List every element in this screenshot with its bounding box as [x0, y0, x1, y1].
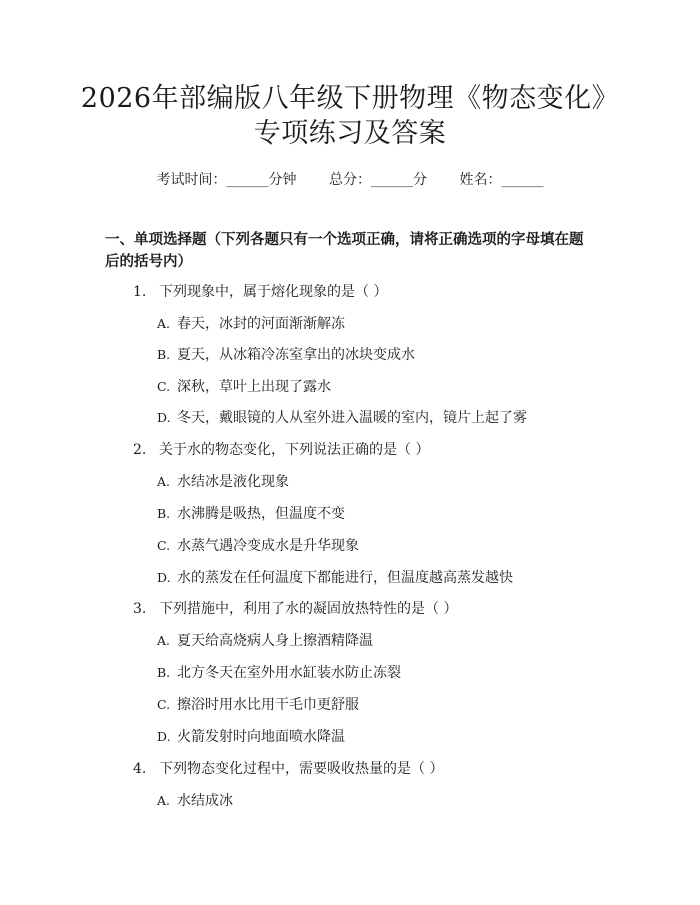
option — [157, 472, 289, 492]
option-letter: A. — [157, 474, 171, 489]
option-text: 北方冬天在室外用水缸装水防止冻裂 — [177, 665, 401, 681]
section-heading: 一、单项选择题（下列各题只有一个选项正确，请将正确选项的字母填在题后的括号内） — [105, 232, 584, 270]
option-letter: B. — [157, 506, 171, 521]
page-subtitle: 专项练习及答案 — [253, 118, 447, 149]
option-text: 水结冰是液化现象 — [177, 474, 289, 490]
question — [133, 759, 443, 779]
option — [157, 408, 527, 428]
question-number: 3. — [133, 601, 147, 617]
option-text: 深秋，草叶上出现了露水 — [177, 379, 331, 395]
exam-meta — [0, 169, 700, 189]
option-text: 擦浴时用水比用干毛巾更舒服 — [177, 697, 359, 713]
student-name: 姓名：______ — [459, 172, 544, 188]
option-letter: C. — [157, 697, 171, 712]
question-text: 下列措施中，利用了水的凝固放热特性的是（ ） — [159, 601, 458, 617]
question-number: 2. — [133, 442, 147, 458]
option-text: 夏天，从冰箱冷冻室拿出的冰块变成水 — [177, 347, 415, 363]
option-text: 水的蒸发在任何温度下都能进行，但温度越高蒸发越快 — [177, 570, 513, 586]
question — [133, 440, 429, 460]
exam-time: 考试时间：______分钟 — [156, 172, 297, 188]
option-text: 春天，冰封的河面渐渐解冻 — [177, 316, 345, 332]
option — [157, 314, 345, 334]
option-letter: D. — [157, 729, 171, 744]
option-text: 冬天，戴眼镜的人从室外进入温暖的室内，镜片上起了雾 — [177, 410, 527, 426]
question-number: 1. — [133, 284, 147, 300]
option-letter: B. — [157, 347, 171, 362]
option — [157, 695, 359, 715]
option — [157, 568, 513, 588]
option — [157, 345, 415, 365]
option — [157, 504, 345, 524]
option — [157, 791, 233, 811]
option — [157, 727, 345, 747]
option-letter: D. — [157, 570, 171, 585]
option-text: 火箭发射时向地面喷水降温 — [177, 729, 345, 745]
question — [133, 282, 387, 302]
option-letter: C. — [157, 379, 171, 394]
option-letter: B. — [157, 665, 171, 680]
question-number: 4. — [133, 761, 147, 777]
question-text: 下列现象中，属于熔化现象的是（ ） — [159, 284, 388, 300]
question — [133, 599, 457, 619]
total-score: 总分：______分 — [329, 172, 427, 188]
option — [157, 377, 331, 397]
option-letter: D. — [157, 410, 171, 425]
option-text: 水蒸气遇冷变成水是升华现象 — [177, 538, 359, 554]
option-letter: A. — [157, 633, 171, 648]
option — [157, 631, 373, 651]
question-text: 关于水的物态变化，下列说法正确的是（ ） — [159, 442, 430, 458]
option-letter: A. — [157, 793, 171, 808]
page-title: 2026年部编版八年级下册物理《物态变化》 — [80, 83, 620, 114]
option — [157, 536, 359, 556]
option-letter: A. — [157, 316, 171, 331]
option — [157, 663, 401, 683]
question-text: 下列物态变化过程中，需要吸收热量的是（ ） — [159, 761, 444, 777]
option-text: 水结成冰 — [177, 793, 233, 809]
option-text: 水沸腾是吸热，但温度不变 — [177, 506, 345, 522]
option-text: 夏天给高烧病人身上擦酒精降温 — [177, 633, 373, 649]
option-letter: C. — [157, 538, 171, 553]
